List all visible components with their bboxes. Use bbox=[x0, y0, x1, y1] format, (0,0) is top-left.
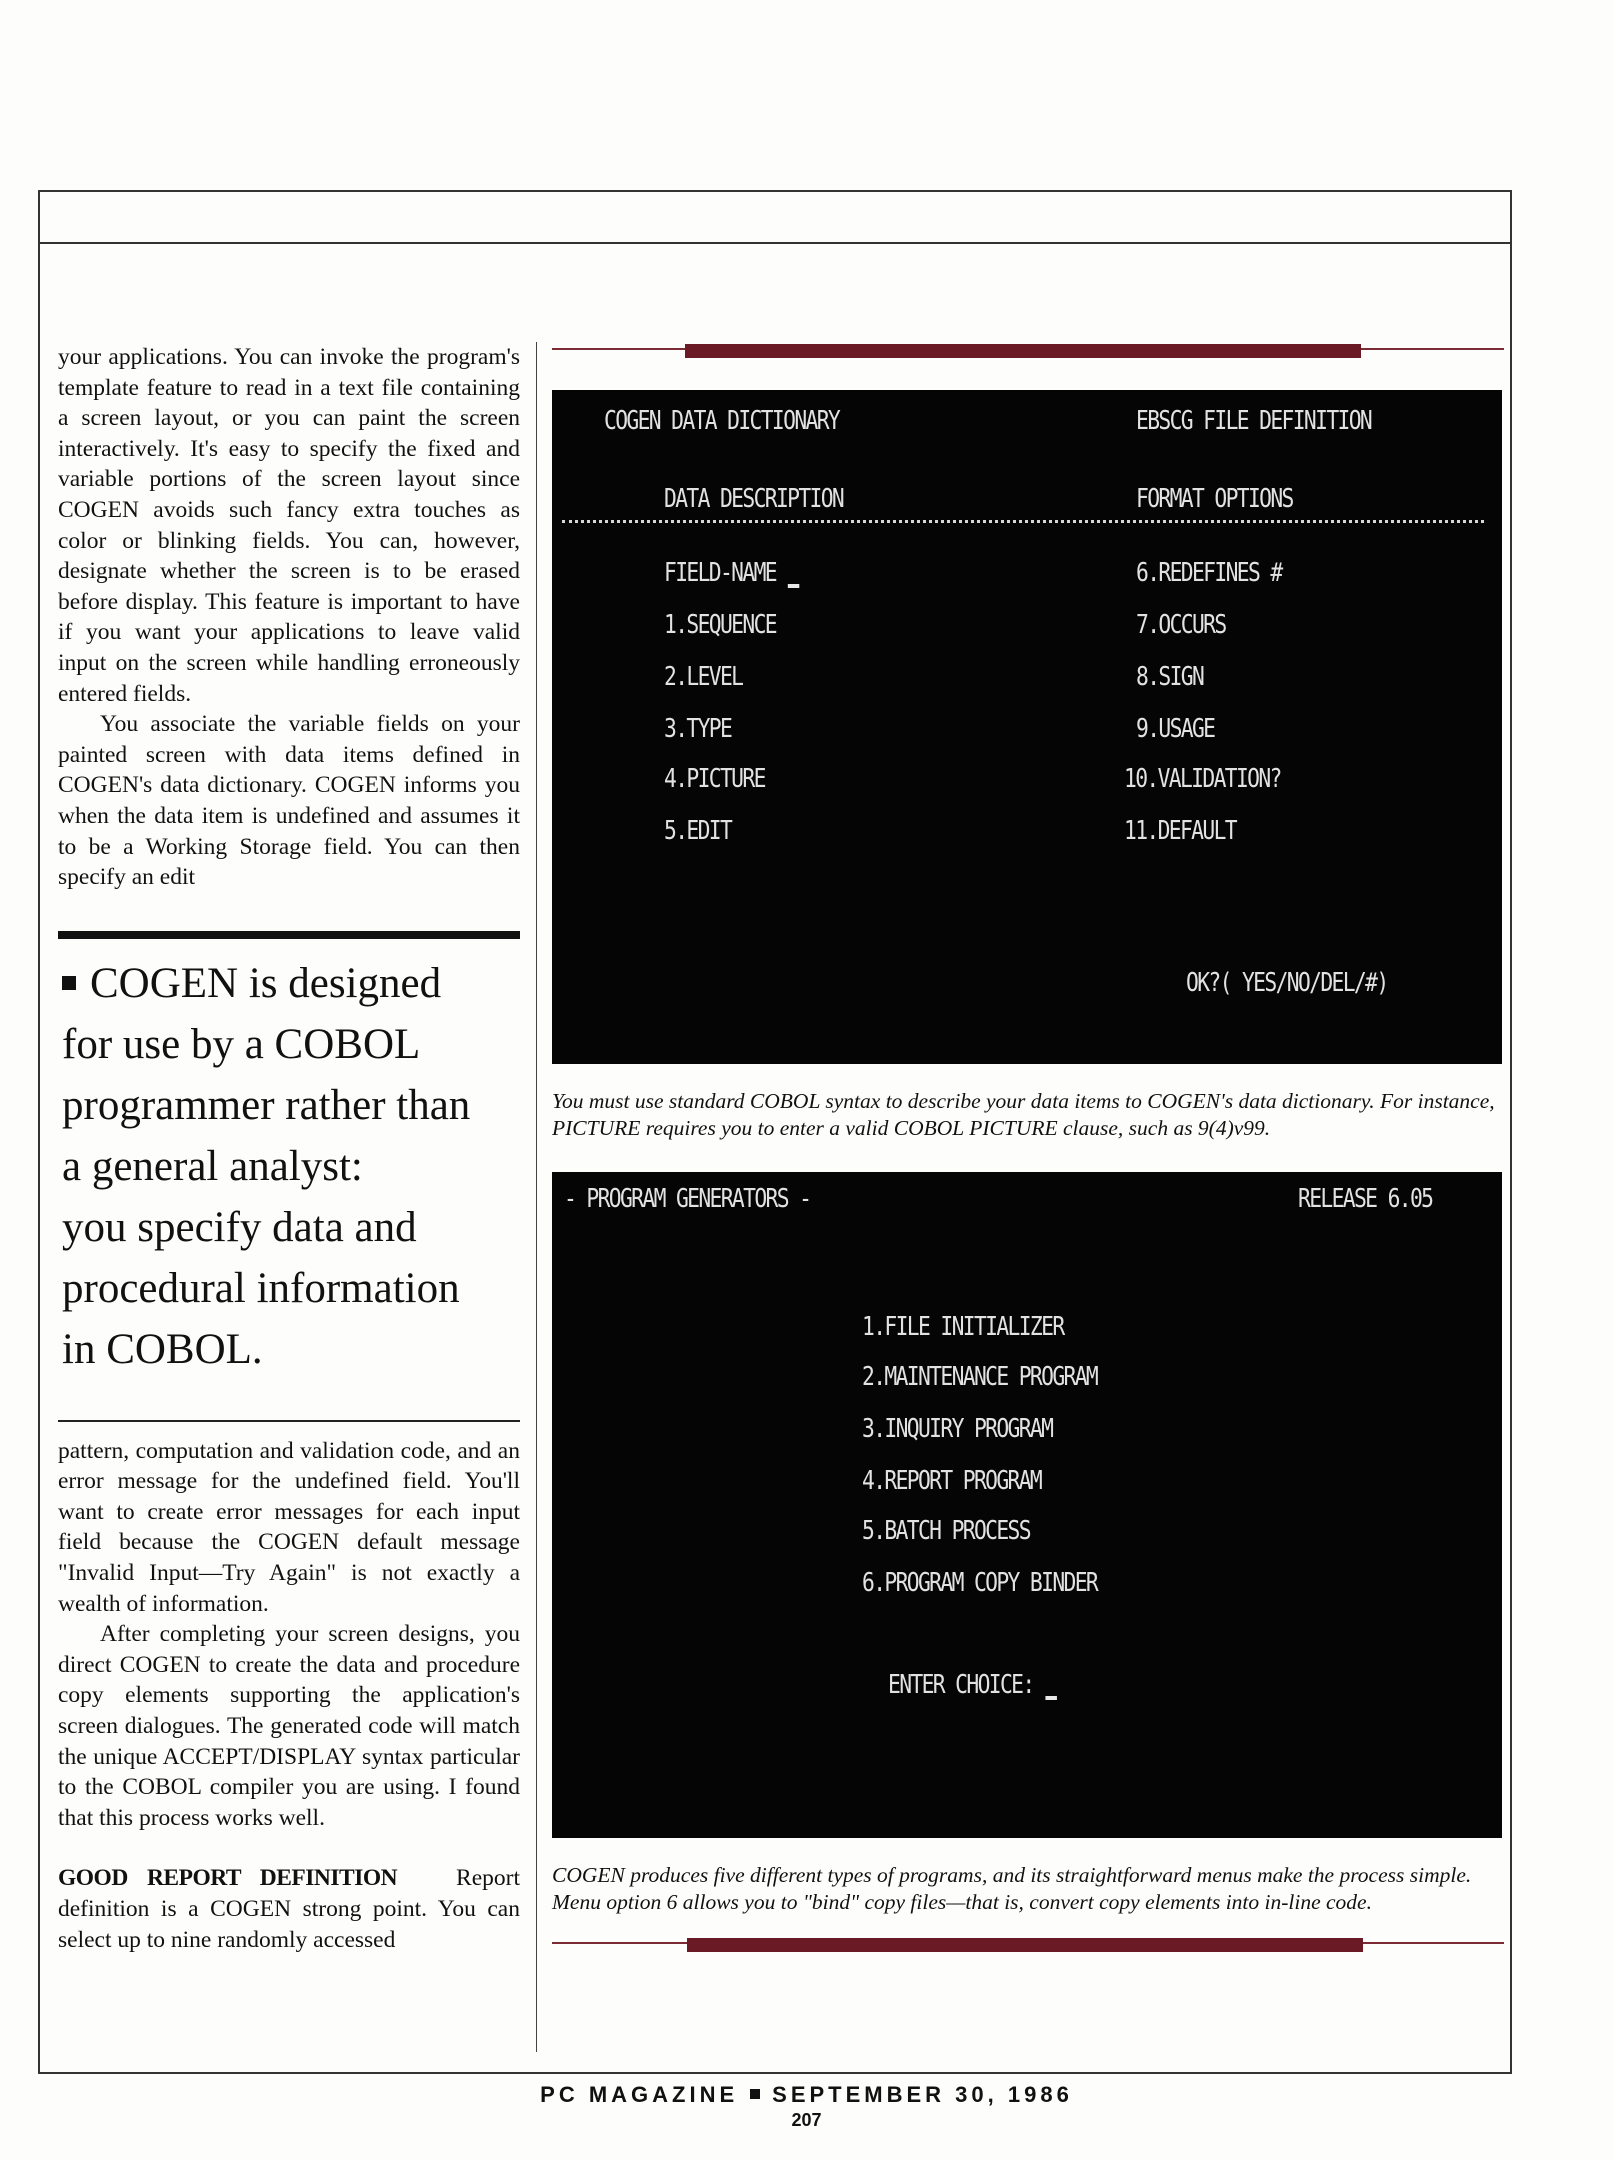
menu-item: 3.INQUIRY PROGRAM bbox=[862, 1414, 1053, 1444]
field-item: 2.LEVEL bbox=[664, 662, 743, 692]
field-item: FIELD-NAME bbox=[664, 558, 799, 588]
pullquote-line: programmer rather than bbox=[62, 1081, 471, 1129]
format-option: 11.DEFAULT bbox=[1124, 816, 1236, 846]
screen-heading-right: FORMAT OPTIONS bbox=[1136, 484, 1293, 514]
decorative-rule-bottom bbox=[552, 1936, 1504, 1952]
magazine-name: PC MAGAZINE bbox=[540, 2082, 739, 2107]
page-number: 207 bbox=[791, 2110, 822, 2130]
issue-date: SEPTEMBER 30, 1986 bbox=[772, 2082, 1073, 2107]
header-band bbox=[40, 192, 1510, 244]
decorative-rule-top bbox=[552, 342, 1504, 358]
field-item: 3.TYPE bbox=[664, 714, 732, 744]
article-body-bottom bbox=[58, 1436, 520, 1956]
screen-divider bbox=[562, 520, 1484, 523]
menu-item: 1.FILE INITIALIZER bbox=[862, 1312, 1064, 1342]
format-option: 9.USAGE bbox=[1136, 714, 1215, 744]
page-frame bbox=[38, 190, 1512, 2074]
screen-title-left: - PROGRAM GENERATORS - bbox=[564, 1184, 811, 1214]
square-bullet-icon bbox=[750, 2089, 760, 2099]
cursor-icon bbox=[1045, 1696, 1056, 1700]
format-option: 6.REDEFINES # bbox=[1136, 558, 1282, 588]
screen-title-right: RELEASE 6.05 bbox=[1298, 1184, 1433, 1214]
section-subhead: GOOD REPORT DEFINITION bbox=[58, 1865, 398, 1892]
menu-item: 5.BATCH PROCESS bbox=[862, 1516, 1030, 1546]
pullquote-line: you specify data and bbox=[62, 1203, 417, 1251]
screenshot-data-dictionary bbox=[552, 390, 1502, 1064]
column-divider bbox=[536, 342, 537, 2052]
field-item: 4.PICTURE bbox=[664, 764, 765, 794]
menu-item: 4.REPORT PROGRAM bbox=[862, 1466, 1042, 1496]
field-item: 1.SEQUENCE bbox=[664, 610, 776, 640]
format-option: 8.SIGN bbox=[1136, 662, 1204, 692]
menu-item: 2.MAINTENANCE PROGRAM bbox=[862, 1362, 1098, 1392]
cursor-icon bbox=[787, 584, 798, 588]
article-paragraph: After completing your screen designs, you direct COGEN to create the data and procedure copy elements supporting the application's screen dialogues. The generated code will match the unique ACCEPT/DISPLAY syntax particular to the COBOL compiler you are using. I found that this process works well. bbox=[58, 1621, 520, 1831]
pullquote-line: for use by a COBOL bbox=[62, 1020, 421, 1068]
pullquote-rule-bottom bbox=[58, 1420, 520, 1422]
pullquote-rule-top bbox=[58, 931, 520, 939]
screenshot-program-generators bbox=[552, 1172, 1502, 1838]
footer-line bbox=[0, 2082, 1613, 2108]
figure-caption: You must use standard COBOL syntax to describe your data items to COGEN's data dictionary. For instance, PICTURE requires you to enter a valid COBOL PICTURE clause, such as 9(4)v99. bbox=[552, 1089, 1495, 1140]
pullquote-line: a general analyst: bbox=[62, 1142, 363, 1190]
page-footer bbox=[0, 2082, 1613, 2131]
screen-heading-left: DATA DESCRIPTION bbox=[664, 484, 844, 514]
article-body-top bbox=[58, 342, 520, 893]
article-paragraph: GOOD REPORT DEFINITION Report definition is a COGEN strong point. You can select up to nine randomly accessed bbox=[58, 1865, 520, 1953]
right-column bbox=[552, 342, 1504, 1952]
menu-item: 6.PROGRAM COPY BINDER bbox=[862, 1568, 1098, 1598]
figure-caption: COGEN produces five different types of programs, and its straightforward menus make the process simple. Menu option 6 allows you to "bind" copy files—that is, convert copy elements into in-line code. bbox=[552, 1863, 1472, 1914]
pullquote-line: procedural information bbox=[62, 1264, 460, 1312]
article-paragraph: You associate the variable fields on your painted screen with data items defined in COGEN's data dictionary. COGEN informs you when the data item is undefined and assumes it to be a Working Storage field. You can then specify an edit bbox=[58, 711, 520, 891]
pullquote bbox=[58, 953, 520, 1380]
left-column bbox=[58, 342, 520, 1955]
field-item: 5.EDIT bbox=[664, 816, 732, 846]
bullet-icon bbox=[62, 976, 76, 990]
pullquote-line: in COBOL. bbox=[62, 1325, 263, 1373]
article-paragraph: your applications. You can invoke the program's template feature to read in a text file containing a screen layout, or you can paint the screen interactively. It's easy to specify the fixed and variable portions of the screen layout since COGEN avoids such fancy extra touches as color or blinking fields. You can, however, designate whether the screen is to be erased before display. This feature is important to have if you want your applications to leave valid input on the screen while handling erroneously entered fields. bbox=[58, 344, 520, 707]
screen-prompt: OK?( YES/NO/DEL/#) bbox=[1186, 968, 1388, 998]
screen-prompt: ENTER CHOICE: bbox=[888, 1670, 1057, 1700]
pullquote-line: COGEN is designed bbox=[62, 953, 516, 1014]
screen-title-left: COGEN DATA DICTIONARY bbox=[604, 406, 840, 436]
format-option: 10.VALIDATION? bbox=[1124, 764, 1281, 794]
article-paragraph: pattern, computation and validation code, and an error message for the undefined field. You'll want to create error messages for each input field because the COGEN default message "Invalid Input—Try Again" is not exactly a wealth of information. bbox=[58, 1437, 520, 1617]
format-option: 7.OCCURS bbox=[1136, 610, 1226, 640]
screen-title-right: EBSCG FILE DEFINITION bbox=[1136, 406, 1372, 436]
